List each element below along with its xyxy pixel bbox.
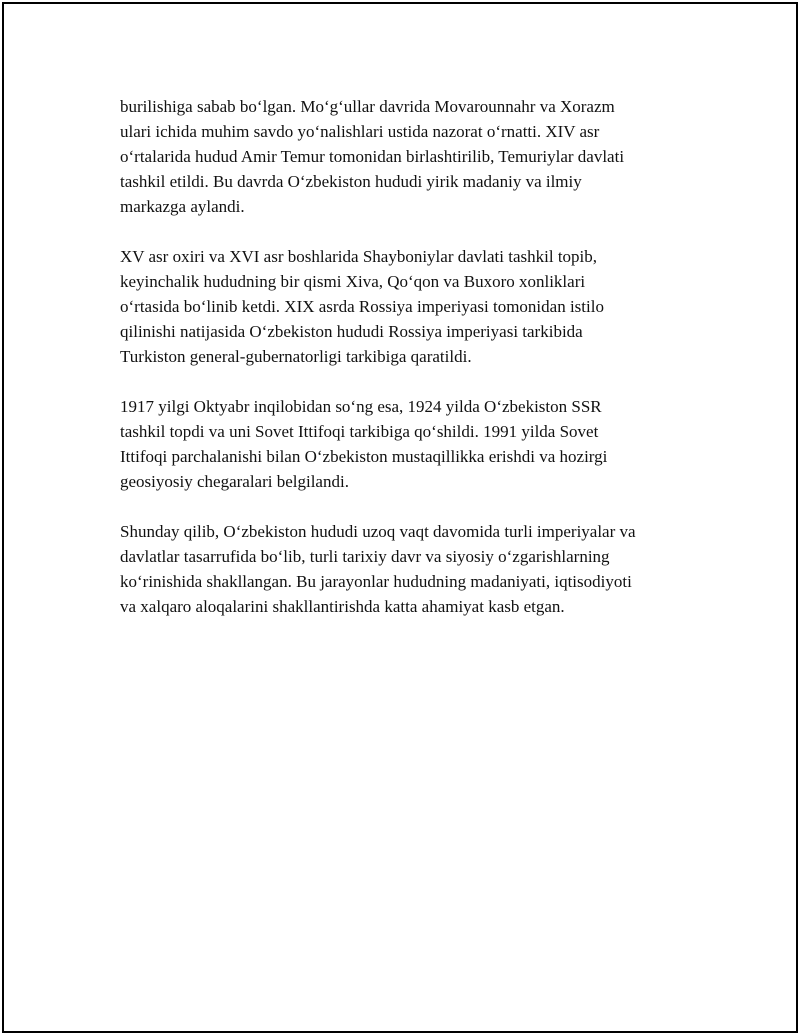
text-line: XV asr oxiri va XVI asr boshlarida Shayboniylar davlati tashkil topib, <box>120 247 598 266</box>
text-line: va xalqaro aloqalarini shakllantirishda katta ahamiyat kasb etgan. <box>120 597 565 616</box>
text-line: qilinishi natijasida O‘zbekiston hududi Rossiya imperiyasi tarkibida <box>120 322 583 341</box>
text-line: ulari ichida muhim savdo yo‘nalishlari ustida nazorat o‘rnatti. XIV asr <box>120 122 600 141</box>
text-line: Shunday qilib, O‘zbekiston hududi uzoq vaqt davomida turli imperiyalar va <box>120 522 636 541</box>
text-line: tashkil etildi. Bu davrda O‘zbekiston hududi yirik madaniy va ilmiy <box>120 172 582 191</box>
text-line: tashkil topdi va uni Sovet Ittifoqi tarkibiga qo‘shildi. 1991 yilda Sovet <box>120 422 599 441</box>
page-frame <box>2 2 798 1033</box>
text-line: markazga aylandi. <box>120 197 245 216</box>
paragraph-3 <box>120 394 700 494</box>
text-line: o‘rtasida bo‘linib ketdi. XIX asrda Rossiya imperiyasi tomonidan istilo <box>120 297 604 316</box>
text-line: burilishiga sabab bo‘lgan. Mo‘g‘ullar davrida Movarounnahr va Xorazm <box>120 97 615 116</box>
text-line: Turkiston general-gubernatorligi tarkibiga qaratildi. <box>120 347 472 366</box>
document-body <box>120 94 700 644</box>
paragraph-1 <box>120 94 700 219</box>
text-line: keyinchalik hududning bir qismi Xiva, Qo‘qon va Buxoro xonliklari <box>120 272 586 291</box>
text-line: davlatlar tasarrufida bo‘lib, turli tarixiy davr va siyosiy o‘zgarishlarning <box>120 547 610 566</box>
paragraph-4 <box>120 519 700 619</box>
text-line: geosiyosiy chegaralari belgilandi. <box>120 472 349 491</box>
text-line: Ittifoqi parchalanishi bilan O‘zbekiston mustaqillikka erishdi va hozirgi <box>120 447 608 466</box>
text-line: 1917 yilgi Oktyabr inqilobidan so‘ng esa, 1924 yilda O‘zbekiston SSR <box>120 397 602 416</box>
text-line: ko‘rinishida shakllangan. Bu jarayonlar hududning madaniyati, iqtisodiyoti <box>120 572 632 591</box>
text-line: o‘rtalarida hudud Amir Temur tomonidan birlashtirilib, Temuriylar davlati <box>120 147 625 166</box>
paragraph-2 <box>120 244 700 369</box>
